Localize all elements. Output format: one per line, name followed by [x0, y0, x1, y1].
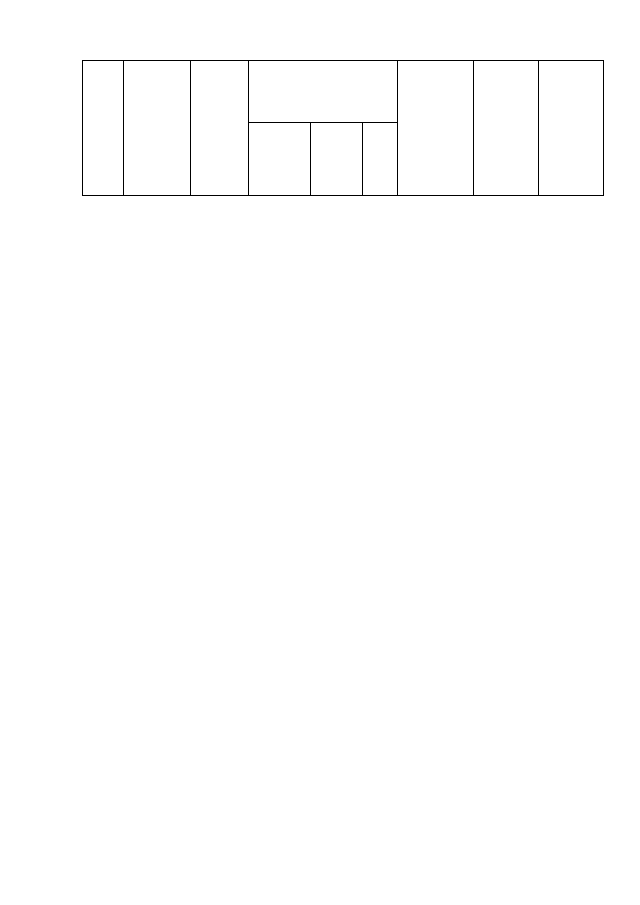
- header-stand-characteristics: [249, 61, 398, 123]
- header-expl-stock: [539, 61, 604, 196]
- header-forest-type: [124, 61, 191, 196]
- medicinal-resources-table: [82, 60, 604, 210]
- header-row-1: [83, 61, 604, 123]
- header-land-category: [191, 61, 249, 196]
- column-number-row: [83, 196, 604, 210]
- header-density: [363, 123, 398, 196]
- header-bio-stock: [474, 61, 539, 196]
- document-sheet: [82, 60, 604, 210]
- header-age: [311, 123, 363, 196]
- header-raw-material: [398, 61, 474, 196]
- header-dominant-species: [249, 123, 311, 196]
- header-tlu: [83, 61, 124, 196]
